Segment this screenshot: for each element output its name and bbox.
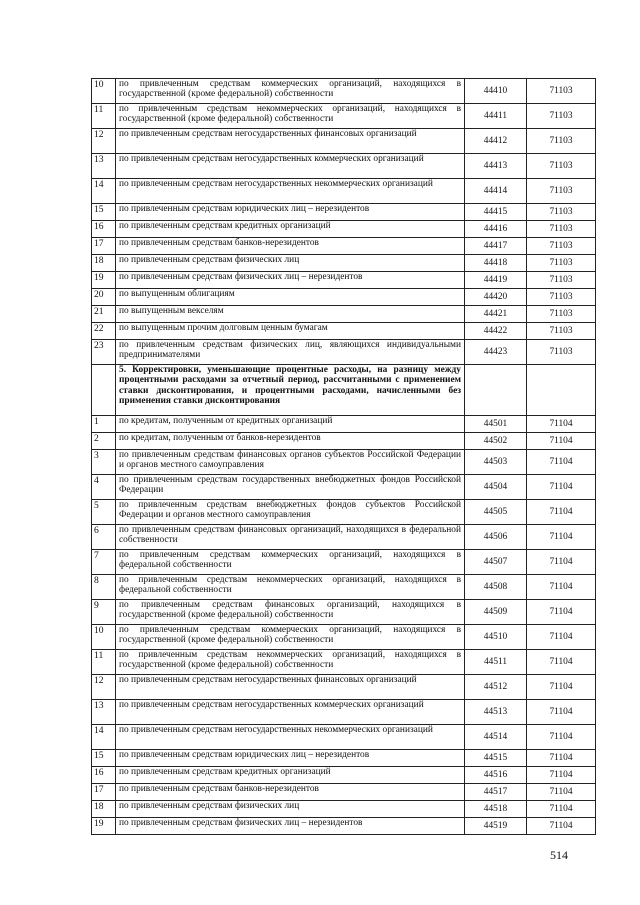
- row-account-code: 44420: [465, 289, 527, 306]
- row-account-code: 44507: [465, 550, 527, 575]
- row-description: по привлеченным средствам юридических лиц – нерезидентов: [116, 204, 465, 221]
- row-description: по привлеченным средствам финансовых органов субъектов Российской Федерации и органов местного самоуправления: [116, 450, 465, 475]
- table-row: [92, 725, 596, 750]
- table-row: [92, 550, 596, 575]
- row-symbol-code: 71104: [527, 433, 596, 450]
- row-symbol-code: 71103: [527, 154, 596, 179]
- row-number: 15: [92, 204, 116, 221]
- row-description: по привлеченным средствам внебюджетных фондов субъектов Российской Федерации и органов местного самоуправления: [116, 500, 465, 525]
- row-symbol-code: 71103: [527, 221, 596, 238]
- row-number: 17: [92, 784, 116, 801]
- row-symbol-code: 71104: [527, 450, 596, 475]
- row-number: 9: [92, 600, 116, 625]
- row-symbol-code: 71104: [527, 767, 596, 784]
- row-description: по привлеченным средствам некоммерческих организаций, находящихся в федеральной собственности: [116, 575, 465, 600]
- table-row: [92, 650, 596, 675]
- row-symbol-code: 71104: [527, 784, 596, 801]
- row-description: по привлеченным средствам юридических лиц – нерезидентов: [116, 750, 465, 767]
- row-number: 17: [92, 238, 116, 255]
- table-row: [92, 784, 596, 801]
- row-number: 18: [92, 255, 116, 272]
- row-account-code: 44502: [465, 433, 527, 450]
- table-row: [92, 767, 596, 784]
- table-row: [92, 154, 596, 179]
- row-description: по привлеченным средствам физических лиц: [116, 255, 465, 272]
- row-number: 14: [92, 725, 116, 750]
- row-symbol-code: 71103: [527, 79, 596, 104]
- row-account-code: 44514: [465, 725, 527, 750]
- row-number: 13: [92, 154, 116, 179]
- table-row: [92, 700, 596, 725]
- table-row: [92, 750, 596, 767]
- row-description: по привлеченным средствам коммерческих организаций, находящихся в федеральной собственности: [116, 550, 465, 575]
- row-symbol-code: 71104: [527, 550, 596, 575]
- row-symbol-code: 71103: [527, 272, 596, 289]
- row-symbol-code: 71104: [527, 650, 596, 675]
- table-row: [92, 575, 596, 600]
- row-number: 1: [92, 416, 116, 433]
- row-description: по привлеченным средствам негосударственных коммерческих организаций: [116, 700, 465, 725]
- row-number: [92, 365, 116, 416]
- table-row: [92, 79, 596, 104]
- row-account-code: [465, 365, 527, 416]
- table-row: [92, 450, 596, 475]
- row-symbol-code: 71103: [527, 179, 596, 204]
- table-row: [92, 600, 596, 625]
- row-account-code: 44517: [465, 784, 527, 801]
- table-row: [92, 255, 596, 272]
- row-description: по привлеченным средствам банков-нерезидентов: [116, 784, 465, 801]
- table-row: [92, 625, 596, 650]
- row-number: 13: [92, 700, 116, 725]
- row-number: 11: [92, 104, 116, 129]
- table-row: [92, 433, 596, 450]
- row-symbol-code: 71103: [527, 289, 596, 306]
- table-row: [92, 306, 596, 323]
- row-symbol-code: 71104: [527, 818, 596, 835]
- row-number: 19: [92, 272, 116, 289]
- row-description: по привлеченным средствам физических лиц – нерезидентов: [116, 272, 465, 289]
- row-account-code: 44515: [465, 750, 527, 767]
- row-description: по привлеченным средствам негосударственных финансовых организаций: [116, 129, 465, 154]
- row-account-code: 44503: [465, 450, 527, 475]
- table-row: [92, 221, 596, 238]
- row-symbol-code: 71104: [527, 700, 596, 725]
- row-number: 2: [92, 433, 116, 450]
- table-row: [92, 179, 596, 204]
- row-account-code: 44519: [465, 818, 527, 835]
- row-number: 23: [92, 340, 116, 365]
- page-number: 514: [550, 848, 568, 862]
- row-description: по выпущенным облигациям: [116, 289, 465, 306]
- row-number: 3: [92, 450, 116, 475]
- table-row: [92, 340, 596, 365]
- row-account-code: 44422: [465, 323, 527, 340]
- table-row: [92, 525, 596, 550]
- row-account-code: 44416: [465, 221, 527, 238]
- row-symbol-code: 71103: [527, 323, 596, 340]
- row-description: по привлеченным средствам некоммерческих организаций, находящихся в государственной (кроме федеральной) собственности: [116, 650, 465, 675]
- row-number: 21: [92, 306, 116, 323]
- table-row: [92, 416, 596, 433]
- row-account-code: 44415: [465, 204, 527, 221]
- row-number: 16: [92, 767, 116, 784]
- row-symbol-code: 71103: [527, 104, 596, 129]
- row-account-code: 44504: [465, 475, 527, 500]
- row-number: 12: [92, 129, 116, 154]
- row-number: 16: [92, 221, 116, 238]
- row-description: по привлеченным средствам негосударственных некоммерческих организаций: [116, 725, 465, 750]
- row-description: по выпущенным прочим долговым ценным бумагам: [116, 323, 465, 340]
- table-body: [92, 79, 596, 835]
- row-number: 11: [92, 650, 116, 675]
- table-row: [92, 129, 596, 154]
- row-symbol-code: [527, 365, 596, 416]
- row-symbol-code: 71103: [527, 129, 596, 154]
- row-description: по привлеченным средствам кредитных организаций: [116, 767, 465, 784]
- row-account-code: 44411: [465, 104, 527, 129]
- row-description: по привлеченным средствам финансовых организаций, находящихся в государственной (кроме федеральной) собственности: [116, 600, 465, 625]
- row-symbol-code: 71104: [527, 525, 596, 550]
- row-symbol-code: 71103: [527, 255, 596, 272]
- row-symbol-code: 71104: [527, 416, 596, 433]
- table-row: [92, 818, 596, 835]
- row-symbol-code: 71103: [527, 238, 596, 255]
- row-account-code: 44419: [465, 272, 527, 289]
- row-number: 19: [92, 818, 116, 835]
- row-account-code: 44501: [465, 416, 527, 433]
- row-account-code: 44516: [465, 767, 527, 784]
- row-description: по привлеченным средствам государственных внебюджетных фондов Российской Федерации: [116, 475, 465, 500]
- row-account-code: 44417: [465, 238, 527, 255]
- row-number: 6: [92, 525, 116, 550]
- row-number: 12: [92, 675, 116, 700]
- row-number: 7: [92, 550, 116, 575]
- row-symbol-code: 71104: [527, 475, 596, 500]
- row-symbol-code: 71104: [527, 575, 596, 600]
- row-symbol-code: 71104: [527, 675, 596, 700]
- row-account-code: 44421: [465, 306, 527, 323]
- row-account-code: 44412: [465, 129, 527, 154]
- row-description: по привлеченным средствам коммерческих организаций, находящихся в государственной (кроме федеральной) собственности: [116, 625, 465, 650]
- row-description: по привлеченным средствам физических лиц – нерезидентов: [116, 818, 465, 835]
- row-number: 18: [92, 801, 116, 818]
- row-account-code: 44410: [465, 79, 527, 104]
- table-row: [92, 104, 596, 129]
- row-number: 10: [92, 625, 116, 650]
- row-number: 5: [92, 500, 116, 525]
- table-row: [92, 675, 596, 700]
- row-account-code: 44513: [465, 700, 527, 725]
- row-description: по привлеченным средствам негосударственных коммерческих организаций: [116, 154, 465, 179]
- table-row: [92, 365, 596, 416]
- table-row: [92, 801, 596, 818]
- row-symbol-code: 71104: [527, 725, 596, 750]
- row-number: 14: [92, 179, 116, 204]
- row-symbol-code: 71104: [527, 500, 596, 525]
- row-account-code: 44423: [465, 340, 527, 365]
- table-row: [92, 323, 596, 340]
- row-account-code: 44506: [465, 525, 527, 550]
- row-description: по привлеченным средствам кредитных организаций: [116, 221, 465, 238]
- row-description: по привлеченным средствам негосударственных финансовых организаций: [116, 675, 465, 700]
- row-account-code: 44508: [465, 575, 527, 600]
- row-symbol-code: 71103: [527, 340, 596, 365]
- row-symbol-code: 71104: [527, 801, 596, 818]
- row-account-code: 44505: [465, 500, 527, 525]
- row-account-code: 44518: [465, 801, 527, 818]
- row-description: по кредитам, полученным от кредитных организаций: [116, 416, 465, 433]
- row-description: по привлеченным средствам финансовых организаций, находящихся в федеральной собственности: [116, 525, 465, 550]
- row-description: по привлеченным средствам негосударственных некоммерческих организаций: [116, 179, 465, 204]
- row-number: 4: [92, 475, 116, 500]
- row-description: по привлеченным средствам физических лиц: [116, 801, 465, 818]
- table-row: [92, 238, 596, 255]
- row-description: по привлеченным средствам физических лиц, являющихся индивидуальными предпринимателями: [116, 340, 465, 365]
- row-number: 22: [92, 323, 116, 340]
- table-row: [92, 272, 596, 289]
- row-description: по выпущенным векселям: [116, 306, 465, 323]
- row-account-code: 44512: [465, 675, 527, 700]
- row-description: по кредитам, полученным от банков-нерезидентов: [116, 433, 465, 450]
- document-table: [91, 78, 596, 835]
- row-account-code: 44510: [465, 625, 527, 650]
- row-symbol-code: 71103: [527, 306, 596, 323]
- row-account-code: 44414: [465, 179, 527, 204]
- row-number: 20: [92, 289, 116, 306]
- table-row: [92, 500, 596, 525]
- row-symbol-code: 71103: [527, 204, 596, 221]
- table-row: [92, 289, 596, 306]
- row-account-code: 44413: [465, 154, 527, 179]
- row-description: по привлеченным средствам банков-нерезидентов: [116, 238, 465, 255]
- row-account-code: 44509: [465, 600, 527, 625]
- row-description: по привлеченным средствам некоммерческих организаций, находящихся в государственной (кроме федеральной) собственности: [116, 104, 465, 129]
- table-row: [92, 204, 596, 221]
- row-description: 5. Корректировки, уменьшающие процентные расходы, на разницу между процентными расходами за отчетный период, рассчитанными с применением ставки дисконтирования, и процентными расходами, начисленными без применения ставки дисконтирования: [116, 365, 465, 416]
- row-number: 15: [92, 750, 116, 767]
- row-description: по привлеченным средствам коммерческих организаций, находящихся в государственной (кроме федеральной) собственности: [116, 79, 465, 104]
- row-number: 8: [92, 575, 116, 600]
- row-number: 10: [92, 79, 116, 104]
- table-row: [92, 475, 596, 500]
- row-symbol-code: 71104: [527, 625, 596, 650]
- row-account-code: 44511: [465, 650, 527, 675]
- row-symbol-code: 71104: [527, 600, 596, 625]
- row-account-code: 44418: [465, 255, 527, 272]
- row-symbol-code: 71104: [527, 750, 596, 767]
